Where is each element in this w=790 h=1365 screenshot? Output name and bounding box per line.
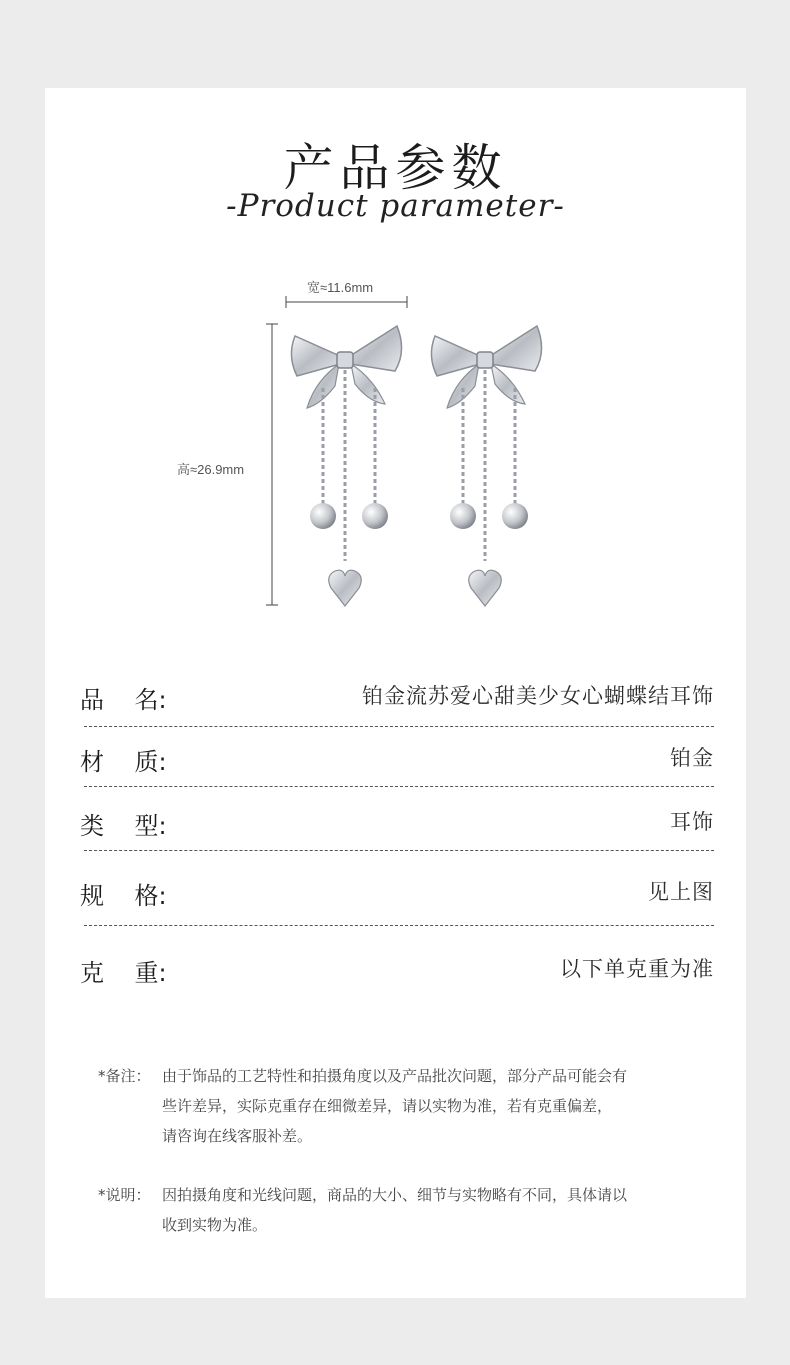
remark-note <box>98 1061 698 1151</box>
param-label-material: 材 质: <box>80 748 167 776</box>
param-label-weight: 克 重: <box>80 959 167 987</box>
param-row-name <box>80 680 714 720</box>
page-title: 产品参数 <box>283 139 508 197</box>
param-value-name: 铂金流苏爱心甜美少女心蝴蝶结耳饰 <box>362 684 714 708</box>
product-parameter-card <box>45 88 746 1298</box>
remark-line: 些许差异，实际克重存在细微差异，请以实物为准，若有克重偏差， <box>162 1097 613 1115</box>
explanation-line: 因拍摄角度和光线问题，商品的大小、细节与实物略有不同，具体请以 <box>162 1186 628 1204</box>
explanation-note <box>98 1180 698 1240</box>
param-value-material: 铂金 <box>670 746 714 770</box>
page-subtitle: -Product parameter- <box>226 188 565 224</box>
param-label-spec: 规 格: <box>80 882 167 910</box>
remark-head: *备注： <box>98 1067 151 1085</box>
param-value-weight: 以下单克重为准 <box>560 957 714 981</box>
param-value-spec: 见上图 <box>648 880 714 904</box>
divider <box>84 925 714 926</box>
earrings-image <box>285 316 585 626</box>
divider <box>84 726 714 727</box>
width-dimension-label: 宽≈11.6mm <box>307 280 374 295</box>
param-row-material <box>80 742 714 782</box>
remark-line: 请咨询在线客服补差。 <box>162 1127 313 1145</box>
divider <box>84 850 714 851</box>
param-row-type <box>80 806 714 846</box>
remark-line: 由于饰品的工艺特性和拍摄角度以及产品批次问题，部分产品可能会有 <box>162 1067 628 1085</box>
param-row-spec <box>80 876 714 916</box>
param-label-name: 品 名: <box>80 686 167 714</box>
height-dimension-label: 高≈26.9mm <box>177 462 245 477</box>
param-value-type: 耳饰 <box>670 810 714 834</box>
divider <box>84 786 714 787</box>
param-label-type: 类 型: <box>80 812 167 840</box>
explanation-head: *说明： <box>98 1186 151 1204</box>
explanation-line: 收到实物为准。 <box>162 1216 268 1234</box>
param-row-weight <box>80 953 714 993</box>
